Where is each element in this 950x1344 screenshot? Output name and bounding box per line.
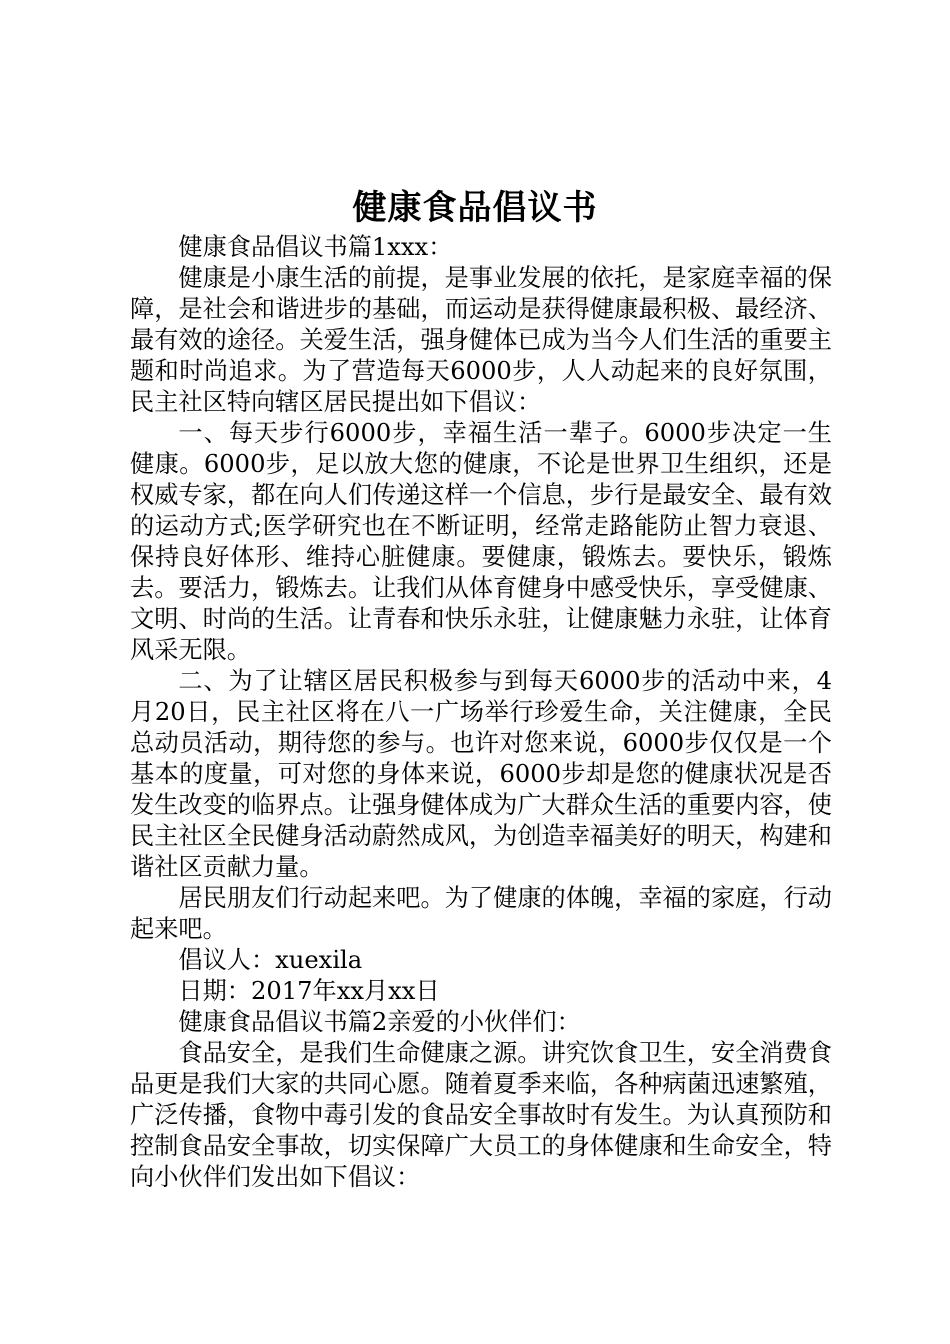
date-line: 日期：2017年xx月xx日	[178, 977, 440, 1005]
signature-line: 倡议人：xuexila	[178, 946, 363, 974]
paragraph-food-safety: 食品安全，是我们生命健康之源。讲究饮食卫生，安全消费食品更是我们大家的共同心愿。随着夏季来临，各种病菌迅速繁殖，广泛传播，食物中毒引发的食品安全事故时有发生。为认真预防和控制食品安全事故，切实保障广大员工的身体健康和生命安全，特向小伙伴们发出如下倡议：	[130, 1039, 832, 1191]
paragraph-point-2: 二、为了让辖区居民积极参与到每天6000步的活动中来，4月20日，民主社区将在八一广场举行珍爱生命，关注健康，全民总动员活动，期待您的参与。也许对您来说，6000步仅仅是一个基本的度量，可对您的身体来说，6000步却是您的健康状况是否发生改变的临界点。让强身健体成为广大群众生活的重要内容，使民主社区全民健身活动蔚然成风，为创造幸福美好的明天，构建和谐社区贡献力量。	[130, 667, 832, 881]
paragraph-intro: 健康是小康生活的前提，是事业发展的依托，是家庭幸福的保障，是社会和谐进步的基础，而运动是获得健康最积极、最经济、最有效的途径。关爱生活，强身健体已成为当今人们生活的重要主题和时尚追求。为了营造每天6000步，人人动起来的良好氛围，民主社区特向辖区居民提出如下倡议：	[130, 264, 832, 416]
section-heading-2: 健康食品倡议书篇2亲爱的小伙伴们：	[178, 1008, 581, 1036]
section-heading-1: 健康食品倡议书篇1xxx：	[178, 233, 453, 261]
paragraph-call-to-action: 居民朋友们行动起来吧。为了健康的体魄，幸福的家庭，行动起来吧。	[130, 884, 832, 943]
document-body	[130, 232, 832, 1193]
document-title: 健康食品倡议书	[352, 188, 598, 228]
paragraph-point-1: 一、每天步行6000步，幸福生活一辈子。6000步决定一生健康。6000步，足以放大您的健康，不论是世界卫生组织，还是权威专家，都在向人们传递这样一个信息，步行是最安全、最有效的运动方式;医学研究也在不断证明，经常走路能防止智力衰退、保持良好体形、维持心脏健康。要健康，锻炼去。要快乐，锻炼去。要活力，锻炼去。让我们从体育健身中感受快乐，享受健康、文明、时尚的生活。让青春和快乐永驻，让健康魅力永驻，让体育风采无限。	[130, 419, 832, 664]
